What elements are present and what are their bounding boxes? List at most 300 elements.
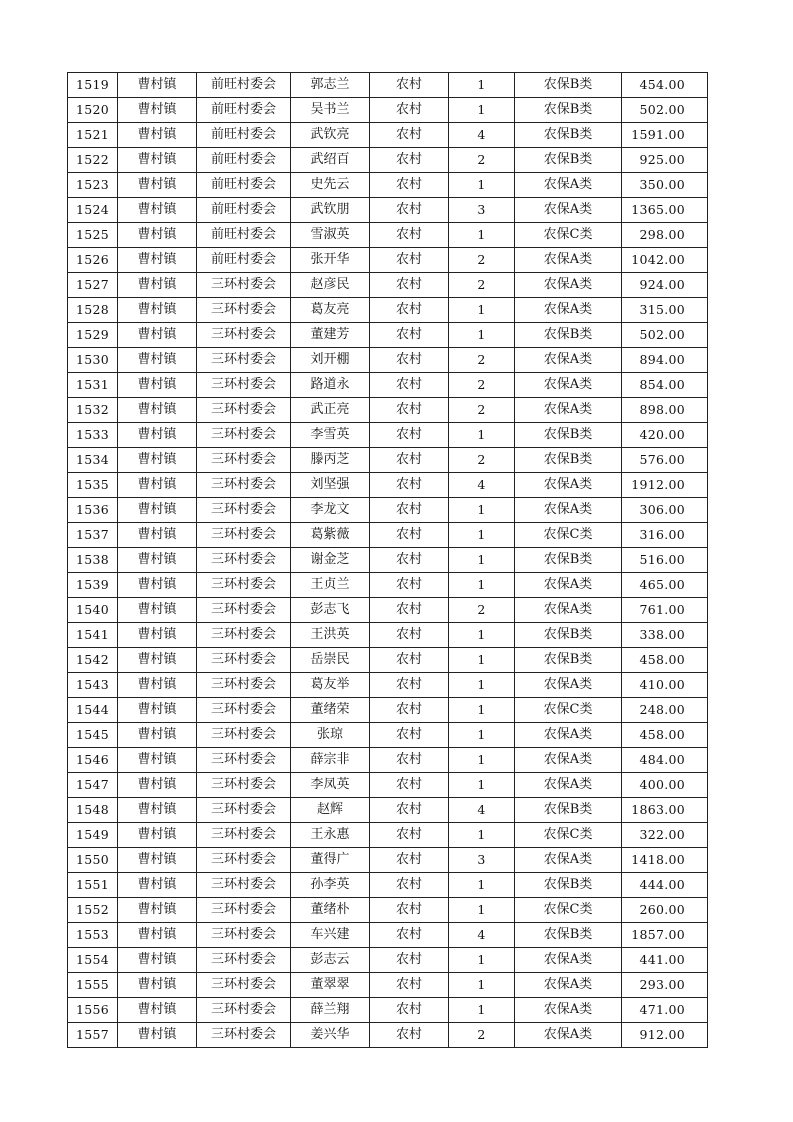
- household-size-cell: 1: [449, 73, 515, 98]
- household-size-cell: 1: [449, 998, 515, 1023]
- household-size-cell: 1: [449, 573, 515, 598]
- village-committee-cell: 三环村委会: [197, 848, 291, 873]
- area-type-cell: 农村: [370, 223, 449, 248]
- amount-cell: 1863.00: [622, 798, 708, 823]
- amount-cell: 315.00: [622, 298, 708, 323]
- area-type-cell: 农村: [370, 473, 449, 498]
- category-cell: 农保B类: [515, 123, 622, 148]
- amount-cell: 1042.00: [622, 248, 708, 273]
- household-size-cell: 2: [449, 373, 515, 398]
- name-cell: 史先云: [291, 173, 370, 198]
- household-size-cell: 1: [449, 523, 515, 548]
- name-cell: 赵彦民: [291, 273, 370, 298]
- row-number-cell: 1521: [68, 123, 118, 148]
- area-type-cell: 农村: [370, 523, 449, 548]
- amount-cell: 1591.00: [622, 123, 708, 148]
- name-cell: 车兴建: [291, 923, 370, 948]
- name-cell: 李雪英: [291, 423, 370, 448]
- name-cell: 张琼: [291, 723, 370, 748]
- name-cell: 张开华: [291, 248, 370, 273]
- table-row: [68, 848, 708, 873]
- area-type-cell: 农村: [370, 148, 449, 173]
- row-number-cell: 1537: [68, 523, 118, 548]
- area-type-cell: 农村: [370, 648, 449, 673]
- category-cell: 农保B类: [515, 873, 622, 898]
- town-cell: 曹村镇: [118, 873, 197, 898]
- household-size-cell: 2: [449, 348, 515, 373]
- row-number-cell: 1553: [68, 923, 118, 948]
- amount-cell: 854.00: [622, 373, 708, 398]
- village-committee-cell: 三环村委会: [197, 973, 291, 998]
- table-row: [68, 348, 708, 373]
- row-number-cell: 1541: [68, 623, 118, 648]
- name-cell: 雪淑英: [291, 223, 370, 248]
- table-row: [68, 523, 708, 548]
- area-type-cell: 农村: [370, 98, 449, 123]
- amount-cell: 894.00: [622, 348, 708, 373]
- area-type-cell: 农村: [370, 398, 449, 423]
- town-cell: 曹村镇: [118, 723, 197, 748]
- name-cell: 薛兰翔: [291, 998, 370, 1023]
- village-committee-cell: 三环村委会: [197, 1023, 291, 1048]
- name-cell: 董绪朴: [291, 898, 370, 923]
- area-type-cell: 农村: [370, 598, 449, 623]
- table-row: [68, 698, 708, 723]
- row-number-cell: 1534: [68, 448, 118, 473]
- table-row: [68, 648, 708, 673]
- table-row: [68, 573, 708, 598]
- category-cell: 农保B类: [515, 623, 622, 648]
- name-cell: 李凤英: [291, 773, 370, 798]
- table-row: [68, 473, 708, 498]
- village-committee-cell: 三环村委会: [197, 498, 291, 523]
- town-cell: 曹村镇: [118, 148, 197, 173]
- row-number-cell: 1529: [68, 323, 118, 348]
- table-row: [68, 273, 708, 298]
- name-cell: 王永惠: [291, 823, 370, 848]
- area-type-cell: 农村: [370, 948, 449, 973]
- town-cell: 曹村镇: [118, 223, 197, 248]
- amount-cell: 322.00: [622, 823, 708, 848]
- name-cell: 武绍百: [291, 148, 370, 173]
- village-committee-cell: 三环村委会: [197, 448, 291, 473]
- name-cell: 王洪英: [291, 623, 370, 648]
- table-row: [68, 998, 708, 1023]
- area-type-cell: 农村: [370, 623, 449, 648]
- area-type-cell: 农村: [370, 573, 449, 598]
- village-committee-cell: 前旺村委会: [197, 173, 291, 198]
- table-row: [68, 1023, 708, 1048]
- village-committee-cell: 三环村委会: [197, 648, 291, 673]
- category-cell: 农保C类: [515, 223, 622, 248]
- household-size-cell: 1: [449, 823, 515, 848]
- name-cell: 李龙文: [291, 498, 370, 523]
- amount-cell: 924.00: [622, 273, 708, 298]
- row-number-cell: 1544: [68, 698, 118, 723]
- category-cell: 农保A类: [515, 198, 622, 223]
- amount-cell: 420.00: [622, 423, 708, 448]
- row-number-cell: 1556: [68, 998, 118, 1023]
- category-cell: 农保B类: [515, 423, 622, 448]
- household-size-cell: 1: [449, 323, 515, 348]
- village-committee-cell: 三环村委会: [197, 798, 291, 823]
- village-committee-cell: 三环村委会: [197, 373, 291, 398]
- area-type-cell: 农村: [370, 248, 449, 273]
- town-cell: 曹村镇: [118, 323, 197, 348]
- row-number-cell: 1528: [68, 298, 118, 323]
- table-row: [68, 598, 708, 623]
- name-cell: 路道永: [291, 373, 370, 398]
- area-type-cell: 农村: [370, 173, 449, 198]
- table-row: [68, 248, 708, 273]
- area-type-cell: 农村: [370, 273, 449, 298]
- amount-cell: 912.00: [622, 1023, 708, 1048]
- town-cell: 曹村镇: [118, 998, 197, 1023]
- village-committee-cell: 三环村委会: [197, 773, 291, 798]
- name-cell: 董绪荣: [291, 698, 370, 723]
- household-size-cell: 1: [449, 423, 515, 448]
- category-cell: 农保A类: [515, 173, 622, 198]
- category-cell: 农保A类: [515, 723, 622, 748]
- village-committee-cell: 前旺村委会: [197, 223, 291, 248]
- town-cell: 曹村镇: [118, 98, 197, 123]
- category-cell: 农保A类: [515, 473, 622, 498]
- amount-cell: 484.00: [622, 748, 708, 773]
- area-type-cell: 农村: [370, 798, 449, 823]
- table-row: [68, 323, 708, 348]
- row-number-cell: 1531: [68, 373, 118, 398]
- table-row: [68, 748, 708, 773]
- row-number-cell: 1530: [68, 348, 118, 373]
- table-row: [68, 398, 708, 423]
- row-number-cell: 1535: [68, 473, 118, 498]
- village-committee-cell: 三环村委会: [197, 748, 291, 773]
- amount-cell: 306.00: [622, 498, 708, 523]
- row-number-cell: 1554: [68, 948, 118, 973]
- table-row: [68, 798, 708, 823]
- row-number-cell: 1542: [68, 648, 118, 673]
- village-committee-cell: 三环村委会: [197, 548, 291, 573]
- town-cell: 曹村镇: [118, 248, 197, 273]
- household-size-cell: 3: [449, 848, 515, 873]
- amount-cell: 576.00: [622, 448, 708, 473]
- name-cell: 郭志兰: [291, 73, 370, 98]
- town-cell: 曹村镇: [118, 598, 197, 623]
- table-row: [68, 973, 708, 998]
- village-committee-cell: 三环村委会: [197, 298, 291, 323]
- area-type-cell: 农村: [370, 723, 449, 748]
- category-cell: 农保C类: [515, 823, 622, 848]
- household-size-cell: 1: [449, 548, 515, 573]
- row-number-cell: 1552: [68, 898, 118, 923]
- area-type-cell: 农村: [370, 898, 449, 923]
- household-size-cell: 4: [449, 798, 515, 823]
- table-row: [68, 823, 708, 848]
- row-number-cell: 1555: [68, 973, 118, 998]
- name-cell: 姜兴华: [291, 1023, 370, 1048]
- area-type-cell: 农村: [370, 548, 449, 573]
- town-cell: 曹村镇: [118, 498, 197, 523]
- category-cell: 农保A类: [515, 298, 622, 323]
- household-size-cell: 4: [449, 473, 515, 498]
- row-number-cell: 1550: [68, 848, 118, 873]
- row-number-cell: 1543: [68, 673, 118, 698]
- household-size-cell: 1: [449, 948, 515, 973]
- village-committee-cell: 前旺村委会: [197, 98, 291, 123]
- village-committee-cell: 前旺村委会: [197, 123, 291, 148]
- household-size-cell: 2: [449, 398, 515, 423]
- town-cell: 曹村镇: [118, 823, 197, 848]
- area-type-cell: 农村: [370, 848, 449, 873]
- name-cell: 薛宗非: [291, 748, 370, 773]
- town-cell: 曹村镇: [118, 423, 197, 448]
- category-cell: 农保B类: [515, 548, 622, 573]
- row-number-cell: 1532: [68, 398, 118, 423]
- table-row: [68, 623, 708, 648]
- name-cell: 武正亮: [291, 398, 370, 423]
- area-type-cell: 农村: [370, 748, 449, 773]
- amount-cell: 1912.00: [622, 473, 708, 498]
- area-type-cell: 农村: [370, 373, 449, 398]
- category-cell: 农保C类: [515, 523, 622, 548]
- area-type-cell: 农村: [370, 773, 449, 798]
- amount-cell: 465.00: [622, 573, 708, 598]
- town-cell: 曹村镇: [118, 898, 197, 923]
- area-type-cell: 农村: [370, 123, 449, 148]
- table-row: [68, 773, 708, 798]
- household-size-cell: 2: [449, 1023, 515, 1048]
- village-committee-cell: 前旺村委会: [197, 73, 291, 98]
- category-cell: 农保B类: [515, 448, 622, 473]
- town-cell: 曹村镇: [118, 298, 197, 323]
- area-type-cell: 农村: [370, 1023, 449, 1048]
- town-cell: 曹村镇: [118, 473, 197, 498]
- amount-cell: 898.00: [622, 398, 708, 423]
- area-type-cell: 农村: [370, 73, 449, 98]
- village-committee-cell: 三环村委会: [197, 948, 291, 973]
- village-committee-cell: 三环村委会: [197, 623, 291, 648]
- town-cell: 曹村镇: [118, 1023, 197, 1048]
- village-committee-cell: 三环村委会: [197, 698, 291, 723]
- area-type-cell: 农村: [370, 323, 449, 348]
- row-number-cell: 1523: [68, 173, 118, 198]
- name-cell: 董建芳: [291, 323, 370, 348]
- household-size-cell: 1: [449, 223, 515, 248]
- name-cell: 滕丙芝: [291, 448, 370, 473]
- village-committee-cell: 三环村委会: [197, 923, 291, 948]
- category-cell: 农保A类: [515, 773, 622, 798]
- household-size-cell: 2: [449, 598, 515, 623]
- town-cell: 曹村镇: [118, 73, 197, 98]
- row-number-cell: 1540: [68, 598, 118, 623]
- amount-cell: 444.00: [622, 873, 708, 898]
- household-size-cell: 1: [449, 498, 515, 523]
- category-cell: 农保A类: [515, 748, 622, 773]
- table-row: [68, 548, 708, 573]
- village-committee-cell: 三环村委会: [197, 823, 291, 848]
- table-row: [68, 223, 708, 248]
- amount-cell: 441.00: [622, 948, 708, 973]
- name-cell: 董得广: [291, 848, 370, 873]
- amount-cell: 316.00: [622, 523, 708, 548]
- household-size-cell: 1: [449, 698, 515, 723]
- town-cell: 曹村镇: [118, 673, 197, 698]
- village-committee-cell: 三环村委会: [197, 473, 291, 498]
- area-type-cell: 农村: [370, 498, 449, 523]
- village-committee-cell: 三环村委会: [197, 673, 291, 698]
- row-number-cell: 1533: [68, 423, 118, 448]
- name-cell: 赵辉: [291, 798, 370, 823]
- town-cell: 曹村镇: [118, 448, 197, 473]
- village-committee-cell: 三环村委会: [197, 873, 291, 898]
- row-number-cell: 1519: [68, 73, 118, 98]
- table-row: [68, 298, 708, 323]
- name-cell: 刘开棚: [291, 348, 370, 373]
- amount-cell: 1857.00: [622, 923, 708, 948]
- row-number-cell: 1526: [68, 248, 118, 273]
- table-row: [68, 898, 708, 923]
- village-committee-cell: 三环村委会: [197, 323, 291, 348]
- table-row: [68, 948, 708, 973]
- category-cell: 农保B类: [515, 798, 622, 823]
- category-cell: 农保A类: [515, 273, 622, 298]
- town-cell: 曹村镇: [118, 773, 197, 798]
- household-size-cell: 2: [449, 148, 515, 173]
- row-number-cell: 1549: [68, 823, 118, 848]
- row-number-cell: 1538: [68, 548, 118, 573]
- category-cell: 农保A类: [515, 398, 622, 423]
- household-size-cell: 1: [449, 673, 515, 698]
- village-committee-cell: 三环村委会: [197, 523, 291, 548]
- amount-cell: 298.00: [622, 223, 708, 248]
- area-type-cell: 农村: [370, 298, 449, 323]
- village-committee-cell: 三环村委会: [197, 273, 291, 298]
- town-cell: 曹村镇: [118, 698, 197, 723]
- household-size-cell: 1: [449, 98, 515, 123]
- name-cell: 武钦朋: [291, 198, 370, 223]
- table-row: [68, 123, 708, 148]
- amount-cell: 350.00: [622, 173, 708, 198]
- name-cell: 葛友亮: [291, 298, 370, 323]
- table-row: [68, 198, 708, 223]
- category-cell: 农保B类: [515, 648, 622, 673]
- amount-cell: 458.00: [622, 723, 708, 748]
- household-size-cell: 2: [449, 248, 515, 273]
- table-body: [68, 73, 708, 1048]
- area-type-cell: 农村: [370, 823, 449, 848]
- town-cell: 曹村镇: [118, 123, 197, 148]
- town-cell: 曹村镇: [118, 573, 197, 598]
- amount-cell: 471.00: [622, 998, 708, 1023]
- town-cell: 曹村镇: [118, 648, 197, 673]
- row-number-cell: 1548: [68, 798, 118, 823]
- name-cell: 葛友举: [291, 673, 370, 698]
- name-cell: 孙李英: [291, 873, 370, 898]
- table-row: [68, 923, 708, 948]
- household-size-cell: 1: [449, 973, 515, 998]
- category-cell: 农保A类: [515, 848, 622, 873]
- row-number-cell: 1557: [68, 1023, 118, 1048]
- category-cell: 农保A类: [515, 998, 622, 1023]
- category-cell: 农保C类: [515, 898, 622, 923]
- category-cell: 农保B类: [515, 923, 622, 948]
- household-size-cell: 1: [449, 723, 515, 748]
- row-number-cell: 1520: [68, 98, 118, 123]
- table-row: [68, 448, 708, 473]
- name-cell: 彭志云: [291, 948, 370, 973]
- row-number-cell: 1539: [68, 573, 118, 598]
- household-size-cell: 1: [449, 648, 515, 673]
- village-committee-cell: 三环村委会: [197, 598, 291, 623]
- amount-cell: 260.00: [622, 898, 708, 923]
- town-cell: 曹村镇: [118, 848, 197, 873]
- row-number-cell: 1524: [68, 198, 118, 223]
- row-number-cell: 1545: [68, 723, 118, 748]
- area-type-cell: 农村: [370, 698, 449, 723]
- village-committee-cell: 三环村委会: [197, 723, 291, 748]
- town-cell: 曹村镇: [118, 373, 197, 398]
- category-cell: 农保A类: [515, 373, 622, 398]
- town-cell: 曹村镇: [118, 548, 197, 573]
- area-type-cell: 农村: [370, 673, 449, 698]
- category-cell: 农保A类: [515, 248, 622, 273]
- village-committee-cell: 前旺村委会: [197, 198, 291, 223]
- amount-cell: 925.00: [622, 148, 708, 173]
- area-type-cell: 农村: [370, 923, 449, 948]
- household-size-cell: 1: [449, 898, 515, 923]
- table-row: [68, 498, 708, 523]
- town-cell: 曹村镇: [118, 523, 197, 548]
- area-type-cell: 农村: [370, 873, 449, 898]
- table-row: [68, 98, 708, 123]
- amount-cell: 1418.00: [622, 848, 708, 873]
- row-number-cell: 1527: [68, 273, 118, 298]
- category-cell: 农保A类: [515, 673, 622, 698]
- household-size-cell: 1: [449, 748, 515, 773]
- category-cell: 农保B类: [515, 98, 622, 123]
- area-type-cell: 农村: [370, 198, 449, 223]
- name-cell: 彭志飞: [291, 598, 370, 623]
- household-size-cell: 1: [449, 773, 515, 798]
- household-size-cell: 1: [449, 873, 515, 898]
- table-row: [68, 673, 708, 698]
- name-cell: 刘坚强: [291, 473, 370, 498]
- name-cell: 谢金芝: [291, 548, 370, 573]
- area-type-cell: 农村: [370, 448, 449, 473]
- category-cell: 农保A类: [515, 973, 622, 998]
- village-committee-cell: 三环村委会: [197, 348, 291, 373]
- village-committee-cell: 三环村委会: [197, 423, 291, 448]
- area-type-cell: 农村: [370, 998, 449, 1023]
- allowance-table: [67, 72, 708, 1048]
- town-cell: 曹村镇: [118, 748, 197, 773]
- name-cell: 武钦亮: [291, 123, 370, 148]
- village-committee-cell: 三环村委会: [197, 898, 291, 923]
- amount-cell: 410.00: [622, 673, 708, 698]
- amount-cell: 502.00: [622, 98, 708, 123]
- category-cell: 农保C类: [515, 698, 622, 723]
- household-size-cell: 4: [449, 123, 515, 148]
- area-type-cell: 农村: [370, 973, 449, 998]
- town-cell: 曹村镇: [118, 948, 197, 973]
- table-row: [68, 73, 708, 98]
- name-cell: 吴书兰: [291, 98, 370, 123]
- row-number-cell: 1551: [68, 873, 118, 898]
- town-cell: 曹村镇: [118, 198, 197, 223]
- town-cell: 曹村镇: [118, 348, 197, 373]
- town-cell: 曹村镇: [118, 623, 197, 648]
- household-size-cell: 2: [449, 273, 515, 298]
